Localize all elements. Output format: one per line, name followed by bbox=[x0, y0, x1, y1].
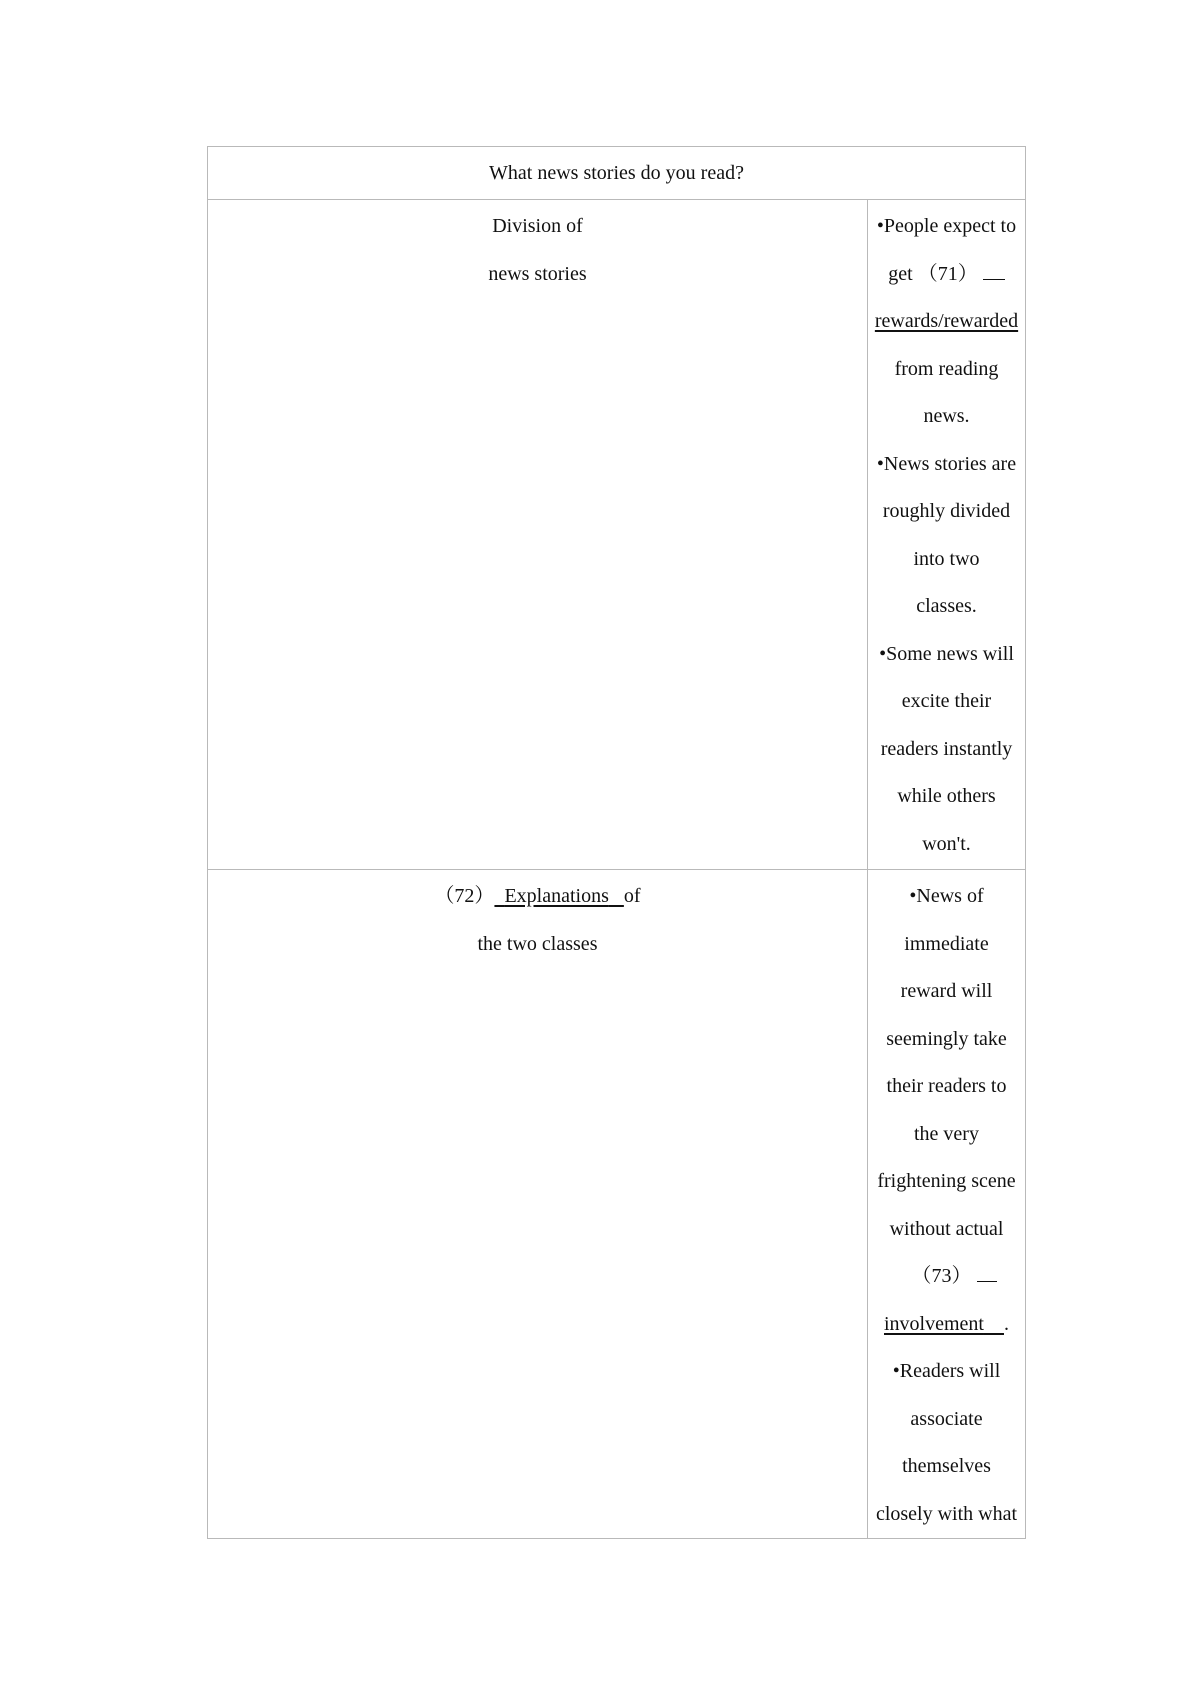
row-heading-line: Division of bbox=[492, 215, 583, 237]
row-content-cell bbox=[868, 870, 1025, 1538]
content-line: •Readers will bbox=[892, 1360, 1001, 1382]
content-line: reward will bbox=[900, 980, 993, 1002]
row-heading-line: the two classes bbox=[477, 932, 598, 955]
answer-73-period: . bbox=[1003, 1312, 1009, 1335]
content-line: associate bbox=[910, 1407, 983, 1430]
answer-72 bbox=[494, 885, 623, 907]
content-line: •News of bbox=[909, 885, 984, 907]
content-line: •Some news will bbox=[879, 642, 1014, 665]
content-line-blank-71 bbox=[868, 251, 1025, 299]
content-line: seemingly take bbox=[886, 1027, 1007, 1050]
content-line: frightening scene bbox=[877, 1170, 1016, 1192]
content-line: •People expect to bbox=[876, 215, 1017, 237]
row-heading-line-72 bbox=[208, 873, 867, 921]
content-line: themselves bbox=[902, 1455, 991, 1477]
table-row bbox=[208, 870, 1025, 1538]
content-line: news. bbox=[923, 405, 970, 427]
reading-table bbox=[207, 146, 1026, 1539]
row-heading-suffix: of bbox=[623, 885, 641, 907]
content-line: into two bbox=[913, 547, 980, 570]
blank-underline bbox=[977, 1265, 997, 1282]
table-title: What news stories do you read? bbox=[208, 147, 1025, 200]
answer-71 bbox=[868, 298, 1025, 346]
content-line: roughly divided bbox=[882, 500, 1011, 522]
table-row bbox=[208, 200, 1025, 870]
content-line: while others bbox=[897, 785, 996, 807]
content-line: their readers to bbox=[886, 1075, 1007, 1097]
blank-underline bbox=[983, 263, 1005, 280]
content-line: won't. bbox=[922, 832, 971, 855]
answer-73 bbox=[868, 1301, 1025, 1349]
content-line: readers instantly bbox=[880, 737, 1013, 760]
content-line: immediate bbox=[904, 932, 989, 955]
content-line: closely with what bbox=[875, 1502, 1018, 1525]
content-line: from reading bbox=[894, 357, 999, 380]
row-heading-line: news stories bbox=[488, 262, 587, 285]
answer-71-text: rewards/rewarded bbox=[874, 310, 1019, 332]
answer-72-text: Explanations bbox=[504, 885, 609, 907]
answer-73-word: involvement bbox=[884, 1312, 984, 1335]
content-line: the very bbox=[914, 1122, 979, 1145]
content-line: without actual bbox=[889, 1217, 1004, 1240]
content-line-blank-73 bbox=[868, 1253, 1025, 1301]
answer-73-text bbox=[884, 1313, 1004, 1335]
row-content-cell bbox=[868, 200, 1025, 869]
content-line: excite their bbox=[901, 690, 992, 712]
content-line: •News stories are bbox=[876, 452, 1017, 475]
row-heading-cell bbox=[208, 200, 868, 869]
content-line: classes. bbox=[916, 595, 977, 617]
blank-number-73: （73） bbox=[911, 1265, 972, 1287]
blank-number-71: get （71） bbox=[888, 262, 978, 285]
blank-number-72: （72） bbox=[434, 885, 495, 907]
row-heading-cell bbox=[208, 870, 868, 1538]
